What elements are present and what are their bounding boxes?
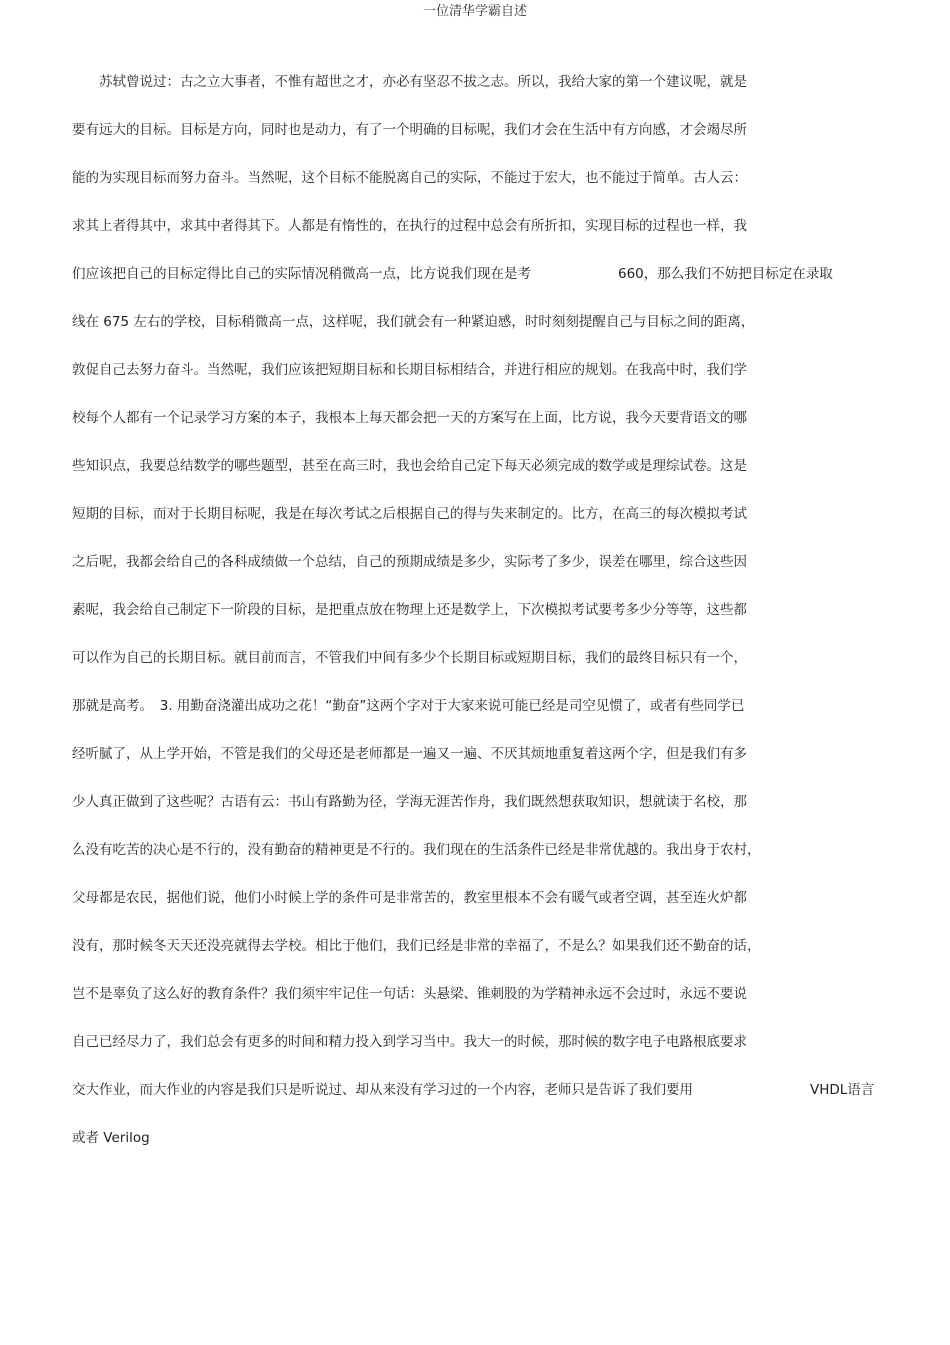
text-line: 苏轼曾说过：古之立大事者，不惟有超世之才，亦必有坚忍不拔之志。所以，我给大家的第一个建议呢，就是: [72, 74, 747, 90]
text-line: 校每个人都有一个记录学习方案的本子，我根本上每天都会把一天的方案写在上面，比方说，我今天要背语文的哪: [72, 410, 747, 426]
text-line: 自己已经尽力了，我们总会有更多的时间和精力投入到学习当中。我大一的时候，那时候的数字电子电路根底要求: [72, 1034, 747, 1050]
text-line: 之后呢，我都会给自己的各科成绩做一个总结，自己的预期成绩是多少，实际考了多少，误差在哪里，综合这些因: [72, 554, 747, 570]
text-line: 交大作业，而大作业的内容是我们只是听说过、却从来没有学习过的一个内容，老师只是告诉了我们要用 VHDL语言: [72, 1082, 875, 1098]
text-line: 经听腻了，从上学开始，不管是我们的父母还是老师都是一遍又一遍、不厌其烦地重复着这两个字，但是我们有多: [72, 746, 747, 762]
text-line: 那就是高考。 3. 用勤奋浇灌出成功之花！“勤奋”这两个字对于大家来说可能已经是司空见惯了，或者有些同学已: [72, 698, 745, 714]
text-line: 短期的目标，而对于长期目标呢，我是在每次考试之后根据自己的得与失来制定的。比方，在高三的每次模拟考试: [72, 506, 747, 522]
text-line: 没有，那时候冬天天还没亮就得去学校。相比于他们，我们已经是非常的幸福了，不是么？如果我们还不勤奋的话，: [72, 938, 761, 954]
text-line: 可以作为自己的长期目标。就目前而言，不管我们中间有多少个长期目标或短期目标，我们的最终目标只有一个，: [72, 650, 747, 666]
text-line: 们应该把自己的目标定得比自己的实际情况稍微高一点，比方说我们现在是考 660，那么我们不妨把目标定在录取: [72, 266, 833, 282]
text-line: 些知识点，我要总结数学的哪些题型，甚至在高三时，我也会给自己定下每天必须完成的数学或是理综试卷。这是: [72, 458, 747, 474]
text-line: 能的为实现目标而努力奋斗。当然呢，这个目标不能脱离自己的实际，不能过于宏大，也不能过于简单。古人云：: [72, 170, 747, 186]
text-line: 岂不是辜负了这么好的教育条件？我们须牢牢记住一句话：头悬梁、锥刺股的为学精神永远不会过时，永远不要说: [72, 986, 747, 1002]
text-line: 少人真正做到了这些呢？古语有云：书山有路勤为径，学海无涯苦作舟，我们既然想获取知识，想就读于名校，那: [72, 794, 747, 810]
text-line: 要有远大的目标。目标是方向，同时也是动力，有了一个明确的目标呢，我们才会在生活中有方向感，才会竭尽所: [72, 122, 747, 138]
text-line: 线在 675 左右的学校，目标稍微高一点，这样呢，我们就会有一种紧迫感，时时刻刻提醒自己与目标之间的距离，: [72, 314, 755, 330]
text-line: 敦促自己去努力奋斗。当然呢，我们应该把短期目标和长期目标相结合，并进行相应的规划。在我高中时，我们学: [72, 362, 747, 378]
text-line: 么没有吃苦的决心是不行的，没有勤奋的精神更是不行的。我们现在的生活条件已经是非常优越的。我出身于农村，: [72, 842, 761, 858]
text-line: 父母都是农民，据他们说，他们小时候上学的条件可是非常苦的，教室里根本不会有暖气或者空调，甚至连火炉都: [72, 890, 747, 906]
text-line: 素呢，我会给自己制定下一阶段的目标，是把重点放在物理上还是数学上，下次模拟考试要考多少分等等，这些都: [72, 602, 747, 618]
text-line: 或者 Verilog: [72, 1130, 150, 1146]
document-body: [72, 72, 892, 1176]
text-line: 求其上者得其中，求其中者得其下。人都是有惰性的，在执行的过程中总会有所折扣，实现目标的过程也一样，我: [72, 218, 747, 234]
page-title: 一位清华学霸自述: [422, 4, 527, 19]
